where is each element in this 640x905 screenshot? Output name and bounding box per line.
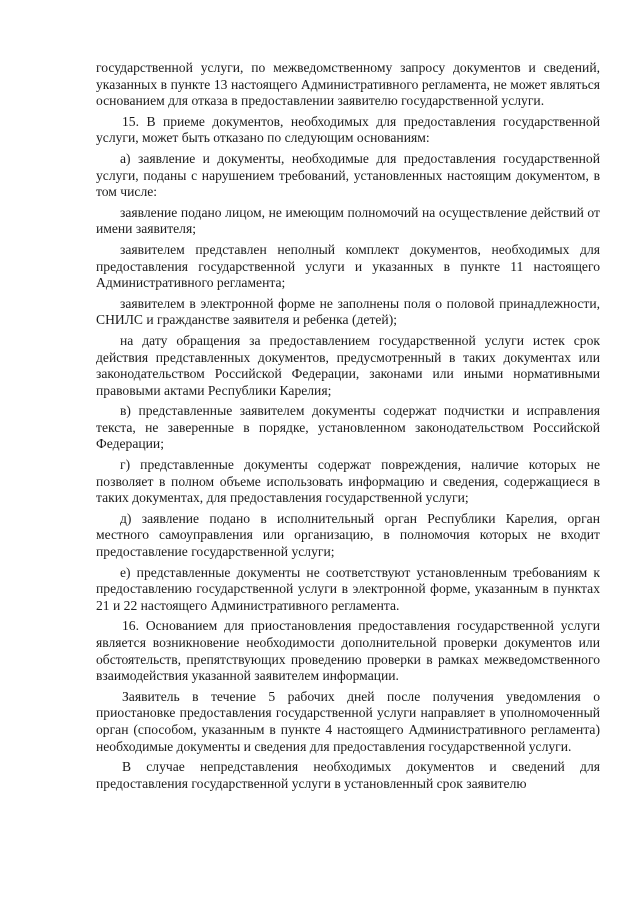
list-item-g: г) представленные документы содержат повреждения, наличие которых не позволяет в полном объеме использовать информацию и сведения, содержащиеся в таких документах, для предоставления государственной услуги; <box>96 457 600 506</box>
paragraph-15: 15. В приеме документов, необходимых для предоставления государственной услуги, может быть отказано по следующим основаниям: <box>96 113 600 146</box>
list-item-a: а) заявление и документы, необходимые для предоставления государственной услуги, поданы с нарушением требований, установленных настоящим документом, в том числе: <box>96 150 600 200</box>
paragraph: Заявитель в течение 5 рабочих дней после получения уведомления о приостановке предоставления государственной услуги направляет в уполномоченный орган (способом, указанным в пункте 4 настоящего Административного регламента) необходимые документы и сведения для предоставления государственной услуги. <box>96 688 600 754</box>
paragraph-16: 16. Основанием для приостановления предоставления государственной услуги является возникновение необходимости дополнительной проверки документов или обстоятельств, препятствующих проведению проверки в рамках межведомственного взаимодействия указанной заявителем информации. <box>96 618 600 684</box>
list-item: заявителем представлен неполный комплект документов, необходимых для предоставления государственной услуги и указанных в пункте 11 настоящего Административного регламента; <box>96 241 600 291</box>
document-page <box>96 60 600 796</box>
paragraph: В случае непредставления необходимых документов и сведений для предоставления государственной услуги в установленный срок заявителю <box>96 759 600 791</box>
list-item: заявителем в электронной форме не заполнены поля о половой принадлежности, СНИЛС и гражданстве заявителя и ребенка (детей); <box>96 295 600 328</box>
list-item-v: в) представленные заявителем документы содержат подчистки и исправления текста, не заверенные в порядке, установленном законодательством Российской Федерации; <box>96 403 600 452</box>
paragraph-continuation: государственной услуги, по межведомственному запросу документов и сведений, указанных в пункте 13 настоящего Административного регламента, не может являться основанием для отказа в предоставлении заявителю государственной услуги. <box>96 60 600 109</box>
list-item: заявление подано лицом, не имеющим полномочий на осуществление действий от имени заявителя; <box>96 204 600 237</box>
list-item-e: е) представленные документы не соответствуют установленным требованиям к предоставлению государственной услуги в электронной форме, указанным в пунктах 21 и 22 настоящего Административного регламента. <box>96 564 600 613</box>
list-item-d: д) заявление подано в исполнительный орган Республики Карелия, орган местного самоуправления или организацию, в полномочия которых не входит предоставление государственной услуги; <box>96 510 600 560</box>
list-item: на дату обращения за предоставлением государственной услуги истек срок действия представленных документов, предусмотренный в таких документах или законодательством Российской Федерации, законами или иными нормативными правовыми актами Республики Карелия; <box>96 332 600 398</box>
